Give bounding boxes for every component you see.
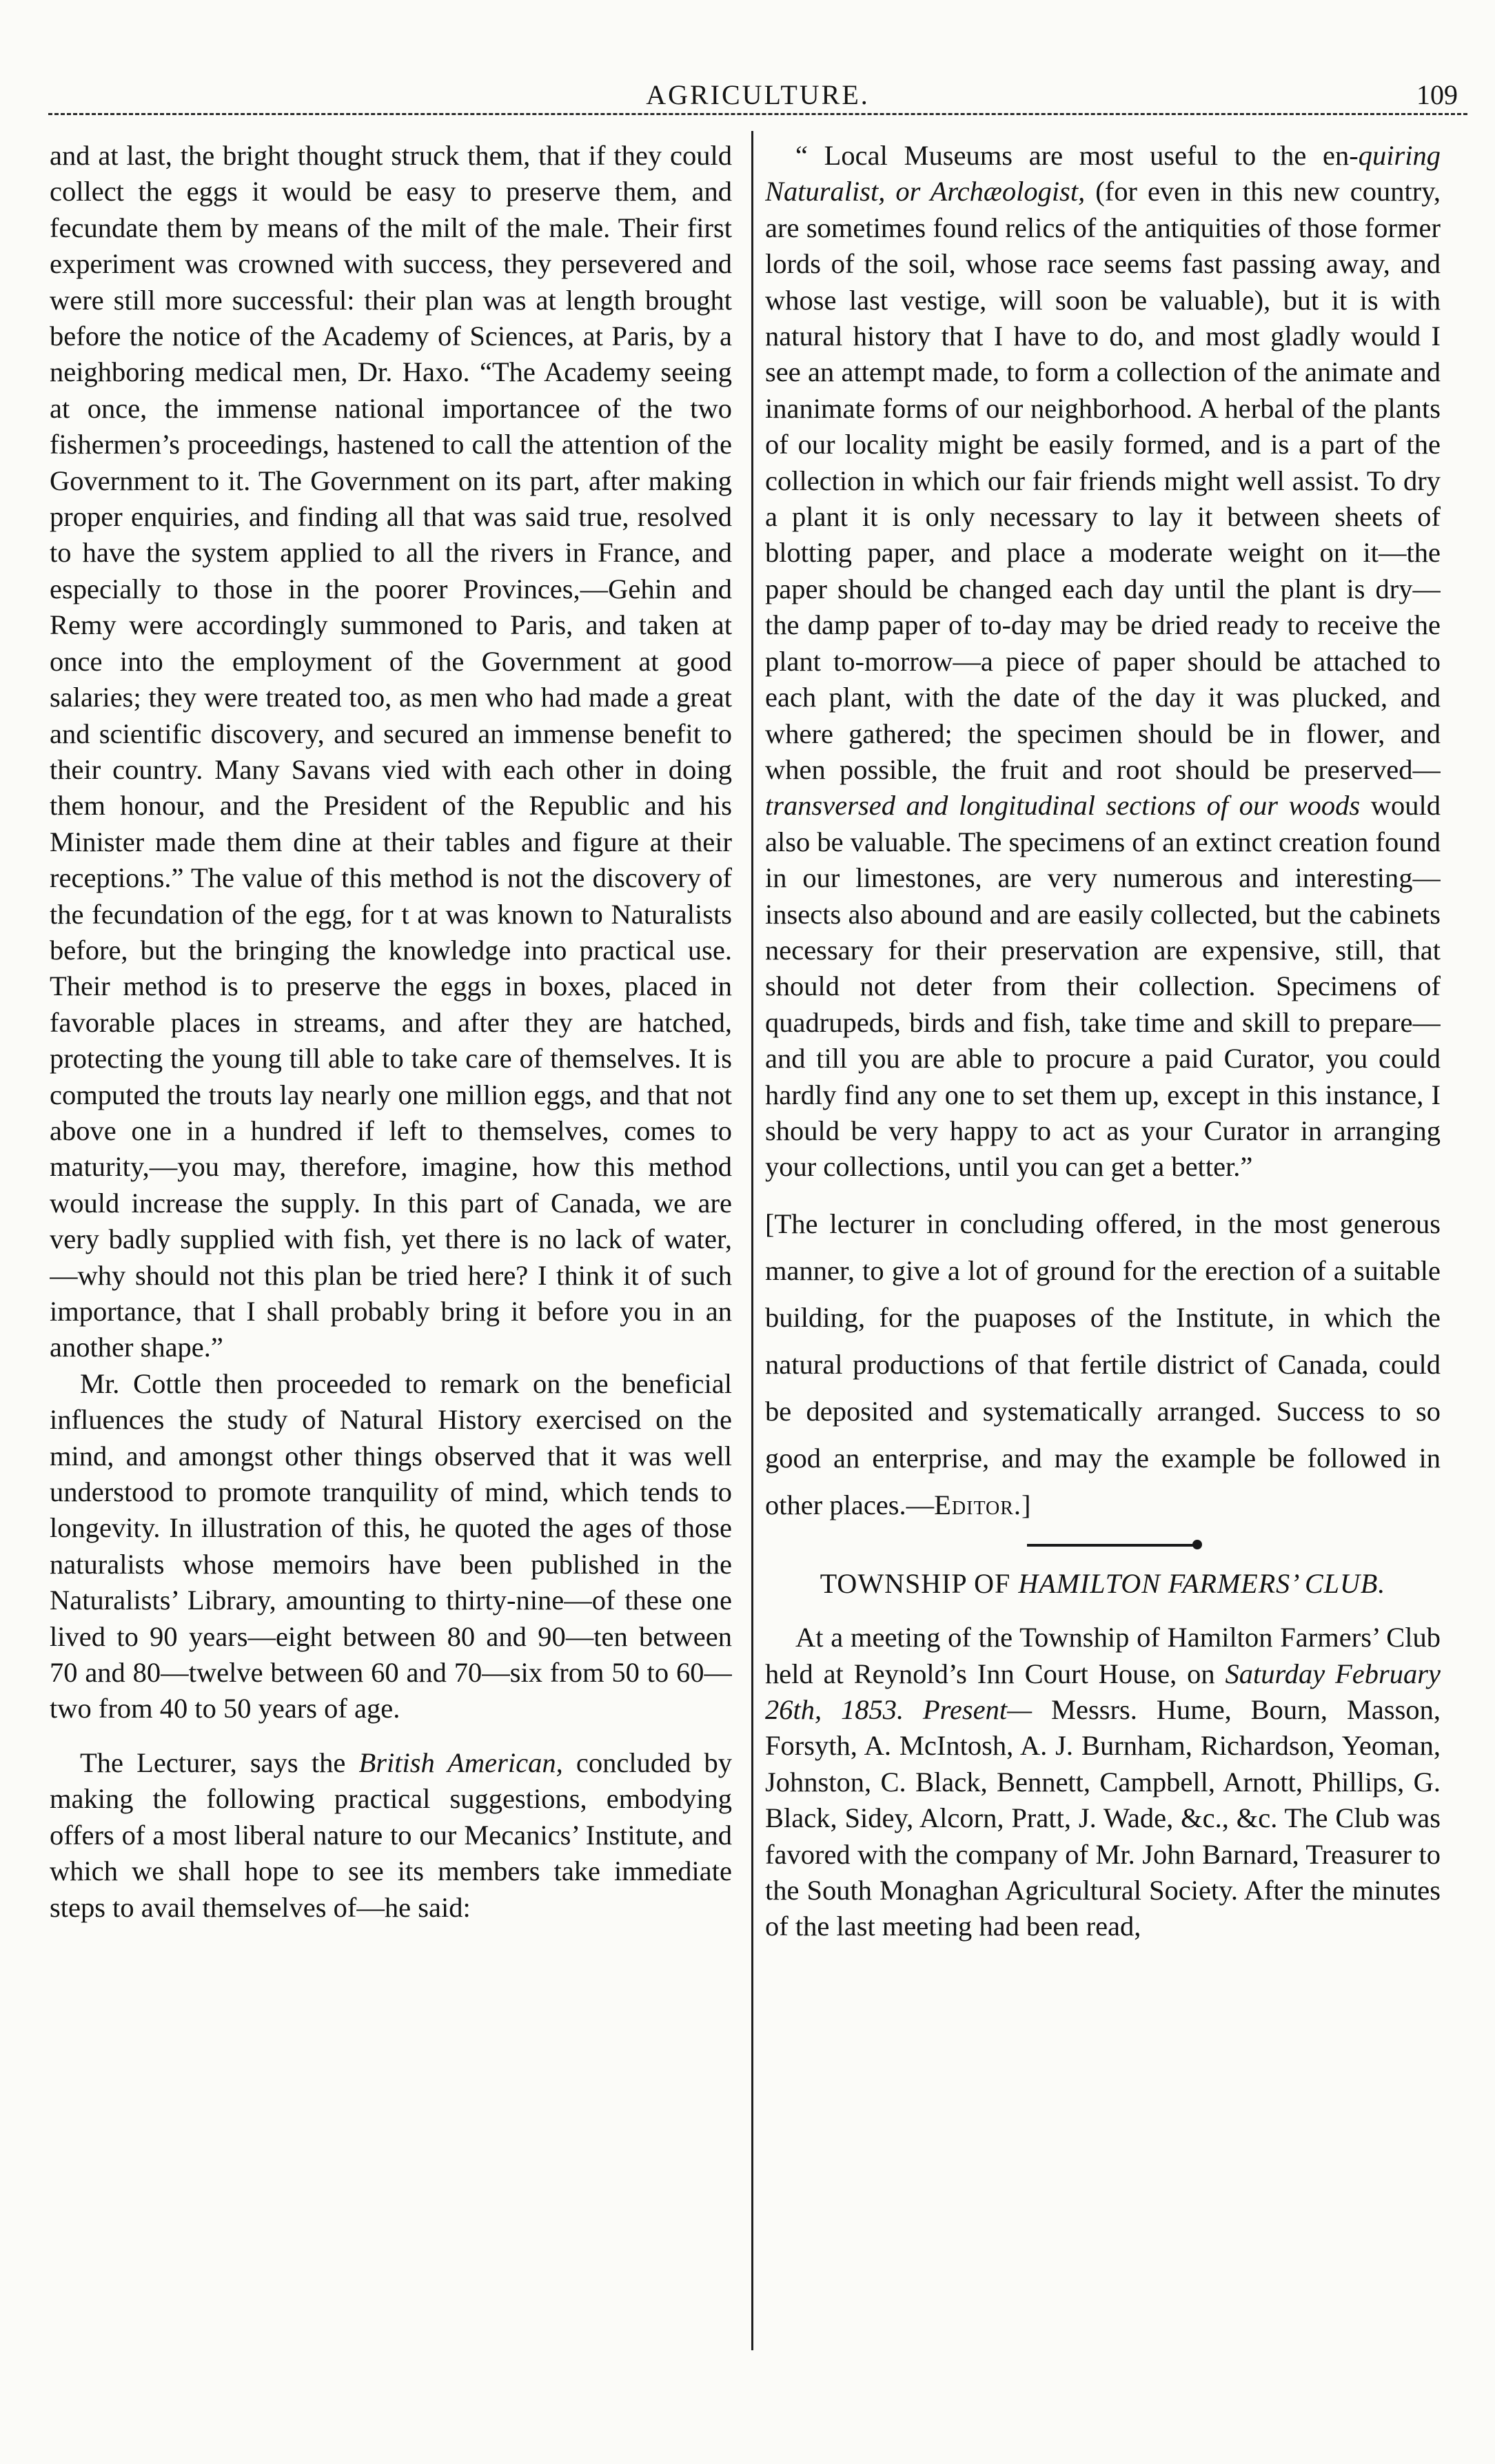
club-start: At a meeting of the Township of Hamilton Farmers’ Club held at Reynold’s Inn Court House, on [765, 1622, 1441, 1689]
museum-quote-middle: (for even in this new country, are sometimes found relics of the antiquities of those former lords of the soil, whose race seems fast passing away, and whose last vestige, will soon be valuable), but it is with natural history that I have to do, and most gladly would I see an attempt made, to form a collection of the animate and inanimate forms of our neighborhood. A herbal of the plants of our locality might be easily formed, and is a part of the collection in which our fair friends might well assist. To dry a plant it is only necessary to lay it between sheets of blotting paper, and place a moderate weight on it—the paper should be changed each day until the plant is dry—the damp paper of to-day may be dried ready to receive the plant to-morrow—a piece of paper should be attached to each plant, with the date of the day it was plucked, and where gathered; the specimen should be in flower, and when possible, the fruit and root should be preserved— [765, 176, 1441, 785]
paragraph-farmers-club [765, 1620, 1441, 1945]
divider-line [1027, 1544, 1199, 1547]
museum-quote-start: “ Local Museums are most useful to the en- [795, 140, 1359, 171]
column-divider [751, 131, 753, 2350]
club-date: Saturday February 26th, 1853. Present— [765, 1658, 1441, 1725]
museum-quote-italic-sections: transversed and longitudinal sections of our woods [765, 790, 1361, 822]
paragraph-fish-culture: and at last, the bright thought struck them, that if they could collect the eggs it would be easy to preserve them, and fecundate them by means of the milt of the male. Their first experiment was crowned with success, they persevered and were still more successful: their plan was at length brought before the notice of the Academy of Sciences, at Paris, by a neighboring medical men, Dr. Haxo. “The Academy seeing at once, the immense national importancee of the two fishermen’s proceedings, hastened to call the attention of the Government to it. The Government on its part, after making proper enquiries, and finding all that was said true, resolved to have the system applied to all the rivers in France, and especially to those in the poorer Provinces,—Gehin and Remy were accordingly summoned to Paris, and taken at once into the employment of the Government at good salaries; they were treated too, as men who had made a great and scientific discovery, and secured an immense benefit to their country. Many Savans vied with each other in doing them honour, and the President of the Republic and his Minister made them dine at their tables and figure at their receptions.” The value of this method is not the discovery of the fecundation of the egg, for t at was known to Naturalists before, but the bringing the knowledge into practical use. Their method is to preserve the eggs in boxes, placed in favorable places in streams, and after they are hatched, protecting the young till able to take care of themselves. It is computed the trouts lay nearly one million eggs, and that not above one in a hundred if left to themselves, comes to maturity,—you may, therefore, imagine, how this method would increase the supply. In this part of Canada, we are very badly supplied with fish, yet there is no lack of water,—why should not this plan be tried here? I think it of such importance, that I shall probably bring it before you in an another shape.” [50, 140, 732, 1363]
section-divider [765, 1536, 1441, 1554]
section-heading-start: TOWNSHIP OF [820, 1567, 1019, 1599]
museum-quote-italic: quiring Naturalist, or Archæologist, [765, 140, 1441, 207]
left-column [50, 138, 732, 2433]
paragraph-lecturer-start: The Lecturer, says the [80, 1747, 359, 1778]
page-header [48, 69, 1467, 117]
paragraph-natural-history: Mr. Cottle then proceeded to remark on the beneficial influences the study of Natural History exercised on the mind, and amongst other things observed that it was well understood to promote tranquility of mind, which tends to longevity. In illustration of this, he quoted the ages of those naturalists whose memoirs have been published in the Naturalists’ Library, amounting to thirty-nine—of these one lived to 90 years—eight between 80 and 90—ten between 70 and 80—twelve between 60 and 70—six from 50 to 60—two from 40 to 50 years of age. [50, 1367, 732, 1724]
paragraph-lecturer-end: concluded by making the following practical suggestions, embodying offers of a most liberal nature to our Mecanics’ Institute, and which we shall hope to see its members take immediate steps to avail themselves of—he said: [50, 1747, 732, 1923]
club-members: Messrs. Hume, Bourn, Masson, Forsyth, A. McIntosh, A. J. Burnham, Richardson, Yeoman, Johnston, C. Black, Bennett, Campbell, Arnott, Phillips, G. Black, Sidey, Alcorn, Pratt, J. Wade, &c., &c. The Club was favored with the company of Mr. John Barnard, Treasurer to the South Monaghan Agricultural Society. After the minutes of the last meeting had been read, [765, 1694, 1441, 1942]
right-column [765, 138, 1441, 2433]
divider-ornament [1192, 1540, 1202, 1549]
museum-quote-end: would also be valuable. The specimens of an extinct creation found in our limestones, are very numerous and interesting—insects also abound and are easily collected, but the cabinets necessary for their preservation are expensive, still, that should not deter from their collection. Specimens of quadrupeds, birds and fish, take time and skill to prepare—and till you are able to procure a paid Curator, you could hardly find any one to set them up, except in this instance, I should be very happy to act as your Curator in arranging your collections, until you can get a better.” [765, 790, 1441, 1183]
header-rule [48, 113, 1467, 115]
editor-note-text: [The lecturer in concluding offered, in the most generous manner, to give a lot of ground for the erection of a suitable building, for the puaposes of the Institute, in which the natural productions of that fertile district of Canada, could be deposited and systematically arranged. Success to so good an enterprise, and may the example be followed in other places.— [765, 1208, 1441, 1520]
running-title: AGRICULTURE. [646, 79, 870, 110]
paragraph-lecturer [50, 1745, 732, 1926]
editor-signature: Editor.] [934, 1489, 1032, 1520]
editor-note [765, 1201, 1441, 1529]
newspaper-title: British American, [358, 1747, 563, 1778]
paragraph-local-museums [765, 138, 1441, 1185]
section-heading-italic: HAMILTON FARMERS’ CLUB. [1018, 1567, 1386, 1599]
page-number: 109 [1416, 79, 1458, 110]
section-heading [765, 1566, 1441, 1602]
